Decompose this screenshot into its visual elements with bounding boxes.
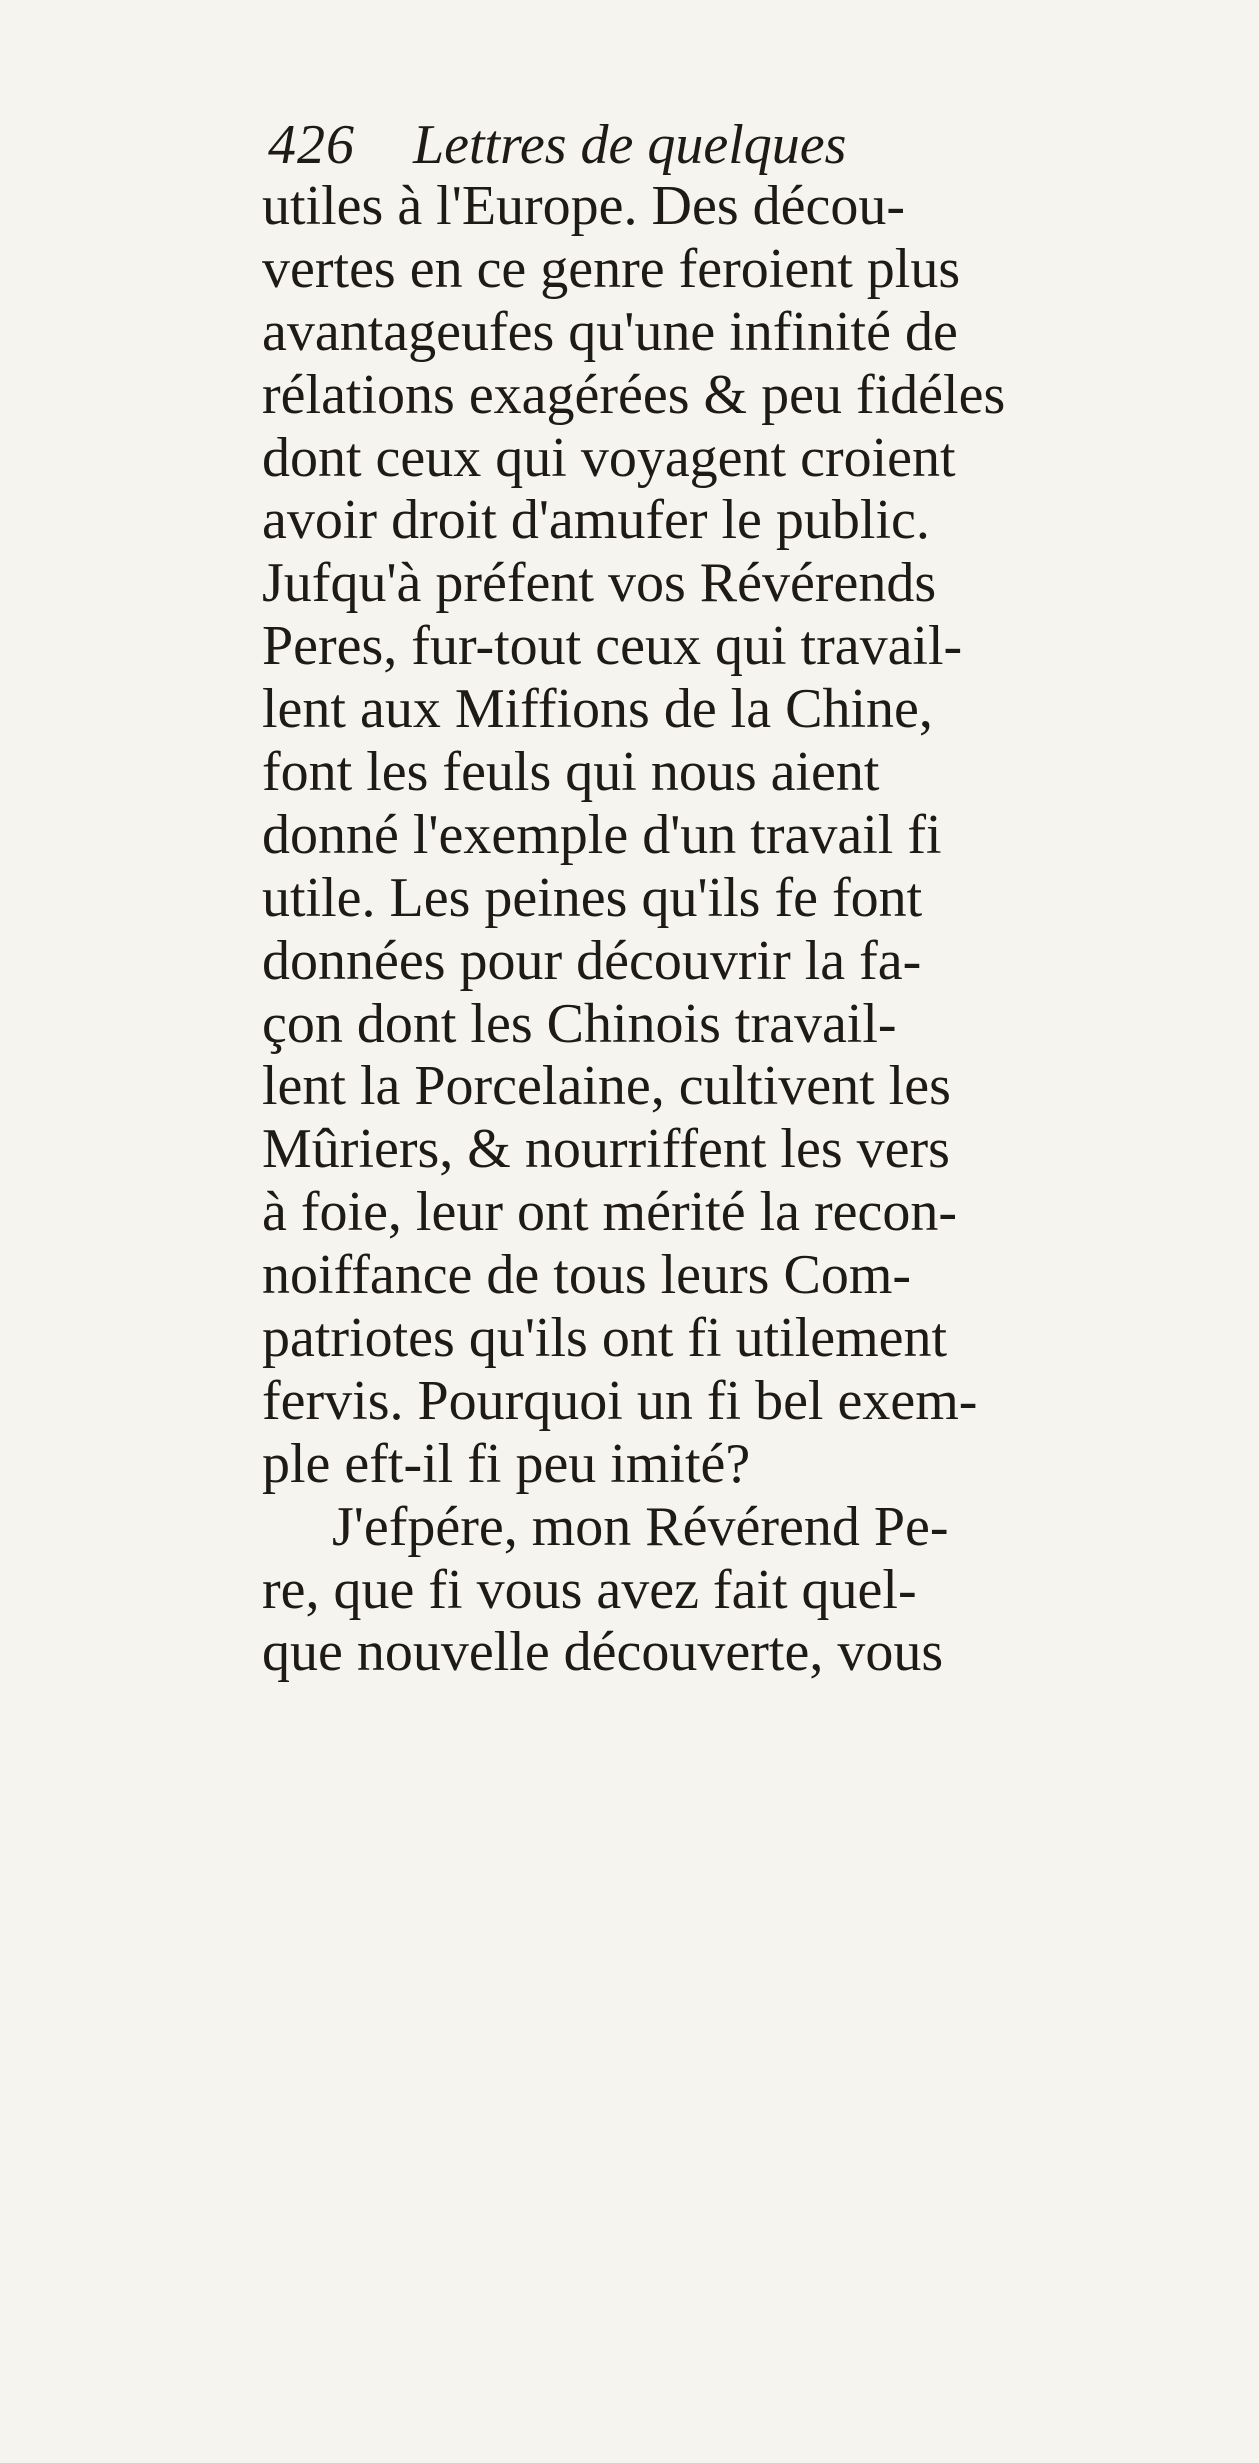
text-line: que nouvelle découverte, vous xyxy=(262,1621,944,1684)
page-header xyxy=(268,110,1168,180)
text-line: noiffance de tous leurs Com- xyxy=(262,1244,912,1307)
text-line: re, que fi vous avez fait quel- xyxy=(262,1558,917,1621)
text-line: données pour découvrir la fa- xyxy=(262,929,922,992)
text-line: vertes en ce genre feroient plus xyxy=(262,237,961,300)
text-line: utile. Les peines qu'ils fe font xyxy=(262,866,923,929)
running-title: Lettres de quelques xyxy=(413,114,847,176)
text-line: Mûriers, & nourriffent les vers xyxy=(262,1118,950,1181)
text-line: avantageufes qu'une infinité de xyxy=(262,300,958,363)
body-text xyxy=(262,175,1222,1684)
page-number: 426 xyxy=(268,114,355,176)
text-line: ple eft-il fi peu imité? xyxy=(262,1432,751,1495)
text-line: lent aux Miffions de la Chine, xyxy=(262,678,933,741)
text-line: font les feuls qui nous aient xyxy=(262,741,880,804)
text-line: lent la Porcelaine, cultivent les xyxy=(262,1055,951,1118)
text-line: dont ceux qui voyagent croient xyxy=(262,426,956,489)
text-line: Jufqu'à préfent vos Révérends xyxy=(262,552,937,615)
text-line: Peres, fur-tout ceux qui travail- xyxy=(262,615,963,678)
text-line: rélations exagérées & peu fidéles xyxy=(262,363,1006,426)
text-line: avoir droit d'amufer le public. xyxy=(262,489,930,552)
text-line: utiles à l'Europe. Des décou- xyxy=(262,175,905,237)
text-line: à foie, leur ont mérité la recon- xyxy=(262,1181,957,1244)
text-line: fervis. Pourquoi un fi bel exem- xyxy=(262,1369,978,1432)
text-line: donné l'exemple d'un travail fi xyxy=(262,803,942,866)
text-line: patriotes qu'ils ont fi utilement xyxy=(262,1307,948,1370)
text-line: çon dont les Chinois travail- xyxy=(262,992,897,1055)
text-line: J'efpére, mon Révérend Pe- xyxy=(332,1495,949,1558)
